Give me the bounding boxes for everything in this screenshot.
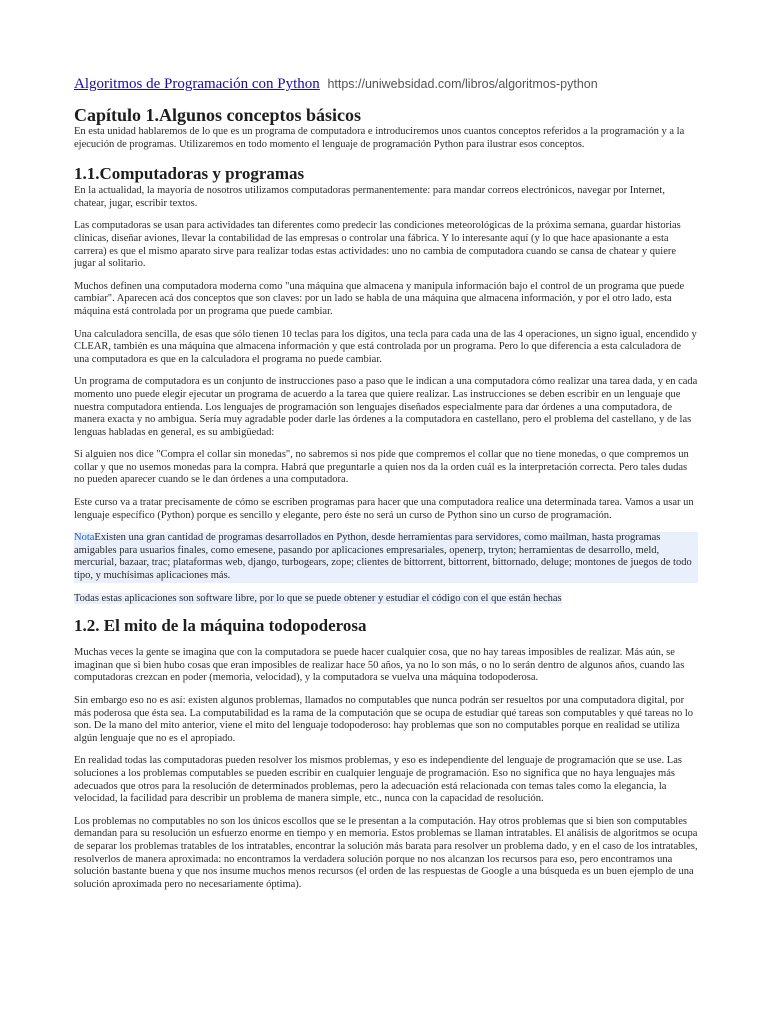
section-1-1-title: 1.1.Computadoras y programas: [74, 164, 305, 184]
source-header: [74, 74, 698, 94]
paragraph: Este curso va a tratar precisamente de cómo se escriben programas para hacer que una computadora realice una determinada tarea. Vamos a usar un lenguaje específico (Python) porque es sencillo y elegante, pero éste no será un curso de Python sino un curso de programación.: [74, 497, 694, 521]
paragraph: En la actualidad, la mayoría de nosotros utilizamos computadoras permanentemente: para mandar correos electrónicos, navegar por Internet, chatear, jugar, escribir textos.: [74, 185, 665, 209]
paragraph: Muchas veces la gente se imagina que con la computadora se puede hacer cualquier cosa, que no hay tareas imposibles de realizar. Más aún, se imaginan que si bien hubo cosas que eran imposibles de realizar hace 50 años, ya no lo son más, o no lo serán dentro de algunos años, cuando las computadoras crezcan en poder (memoria, velocidad), y la computadora se vuelva una máquina todopoderosa.: [74, 647, 685, 684]
paragraph: Una calculadora sencilla, de esas que sólo tienen 10 teclas para los dígitos, una tecla para cada una de las 4 operaciones, un signo igual, encendido y CLEAR, también es una máquina que almacena información y que está controlada por un programa. Pero lo que diferencia a esta calculadora de una computadora es que en la calculadora el programa no puede cambiar.: [74, 328, 697, 365]
section-1-2-title: 1.2. El mito de la máquina todopoderosa: [74, 616, 367, 636]
note-text: Existen una gran cantidad de programas desarrollados en Python, desde herramientas para servidores, como mailman, hasta programas amigables para usuarios finales, como emesene, pasando por aplicaciones empresariales, openerp, tryton; herramientas de desarrollo, meld, mercurial, bazaar, trac; plataformas web, django, turbogears, zope; clientes de bittorrent, bittorrent, bittornado, deluge; montones de juegos de todo tipo, y muchísimas aplicaciones más.: [74, 532, 692, 582]
paragraph: Un programa de computadora es un conjunto de instrucciones paso a paso que le indican a una computadora cómo realizar una tarea dada, y en cada momento uno puede elegir ejecutar un programa de acuerdo a la tarea que quiere realizar. Las instrucciones se deben escribir en un lenguaje que nuestra computadora entienda. Los lenguajes de programación son lenguajes diseñados especialmente para dar órdenes a una computadora, de manera exacta y no ambigua. Sería muy agradable poder darle las órdenes a la computadora en castellano, pero el problema del castellano, y de las lenguas habladas en general, es su ambigüedad:: [74, 376, 698, 438]
paragraph: Sin embargo eso no es así: existen algunos problemas, llamados no computables que nunca podrán ser resueltos por una computadora digital, por más poderosa que ésta sea. La computabilidad es la rama de la computación que se ocupa de estudiar qué tareas son computables y qué tareas no lo son. De la mano del mito anterior, viene el mito del lenguaje todopoderoso: hay problemas que son no computables porque en realidad se utiliza algún lenguaje que no es el apropiado.: [74, 695, 693, 744]
chapter-intro: En esta unidad hablaremos de lo que es un programa de computadora e introduciremos unos cuantos conceptos referidos a la programación y a la ejecución de programas. Utilizaremos en todo momento el lenguaje de programación Python para ilustrar esos conceptos.: [74, 126, 685, 150]
book-url: https://uniwebsidad.com/libros/algoritmos-python: [327, 77, 598, 91]
paragraph: En realidad todas las computadoras pueden resolver los mismos problemas, y eso es independiente del lenguaje de programación que se use. Las soluciones a los problemas computables se pueden escribir en cualquier lenguaje de programación. Eso no significa que no haya lenguajes más adecuados que otros para la resolución de determinados problemas, pero la adecuación está relacionada con temas tales como la elegancia, la velocidad, la facilidad para describir un problema de manera simple, etc., nunca con la capacidad de resolución.: [74, 755, 682, 805]
note-block: [74, 532, 698, 582]
after-note-text: Todas estas aplicaciones son software libre, por lo que se puede obtener y estudiar el código con el que están hechas: [74, 592, 562, 604]
paragraph: Las computadoras se usan para actividades tan diferentes como predecir las condiciones meteorológicas de la próxima semana, guardar historias clínicas, diseñar aviones, llevar la contabilidad de las empresas o controlar una fábrica. Y lo interesante aquí (y lo que hace apasionante a esta carrera) es que el mismo aparato sirve para realizar todas estas actividades: uno no cambia de computadora cuando se cansa de chatear y quiere jugar al solitario.: [74, 220, 681, 270]
paragraph: Los problemas no computables no son los únicos escollos que se le presentan a la computación. Hay otros problemas que si bien son computables demandan para su resolución un esfuerzo enorme en tiempo y en memoria. Estos problemas se llaman intratables. El análisis de algoritmos se ocupa de separar los problemas tratables de los intratables, encontrar la solución más barata para resolver un problema dado, y en el caso de los intratables, resolverlos de manera aproximada: no encontramos la verdadera solución porque no nos alcanzan los recursos para eso, pero encontramos una solución bastante buena y que nos insume muchos menos recursos (el orden de las respuestas de Google a una búsqueda es un buen ejemplo de una solución aproximada pero no necesariamente óptima).: [74, 815, 698, 890]
chapter-title: Capítulo 1.Algunos conceptos básicos: [74, 105, 362, 125]
book-title-link[interactable]: Algoritmos de Programación con Python: [74, 76, 320, 92]
after-note-paragraph: [74, 593, 698, 606]
paragraph: Si alguien nos dice "Compra el collar sin monedas", no sabremos si nos pide que compremos el collar que no tiene monedas, o que compremos un collar y que no usemos monedas para la compra. Habrá que preguntarle a quien nos da la orden cuál es la interpretación correcta. Pero tales dudas no pueden aparecer cuando se le dan órdenes a una computadora.: [74, 449, 689, 486]
note-label: Nota: [74, 532, 95, 544]
paragraph: Muchos definen una computadora moderna como "una máquina que almacena y manipula información bajo el control de un programa que puede cambiar". Aparecen acá dos conceptos que son claves: por un lado se habla de una máquina que almacena información, y por el otro lado, esta máquina está controlada por un programa que puede cambiar.: [74, 280, 685, 317]
